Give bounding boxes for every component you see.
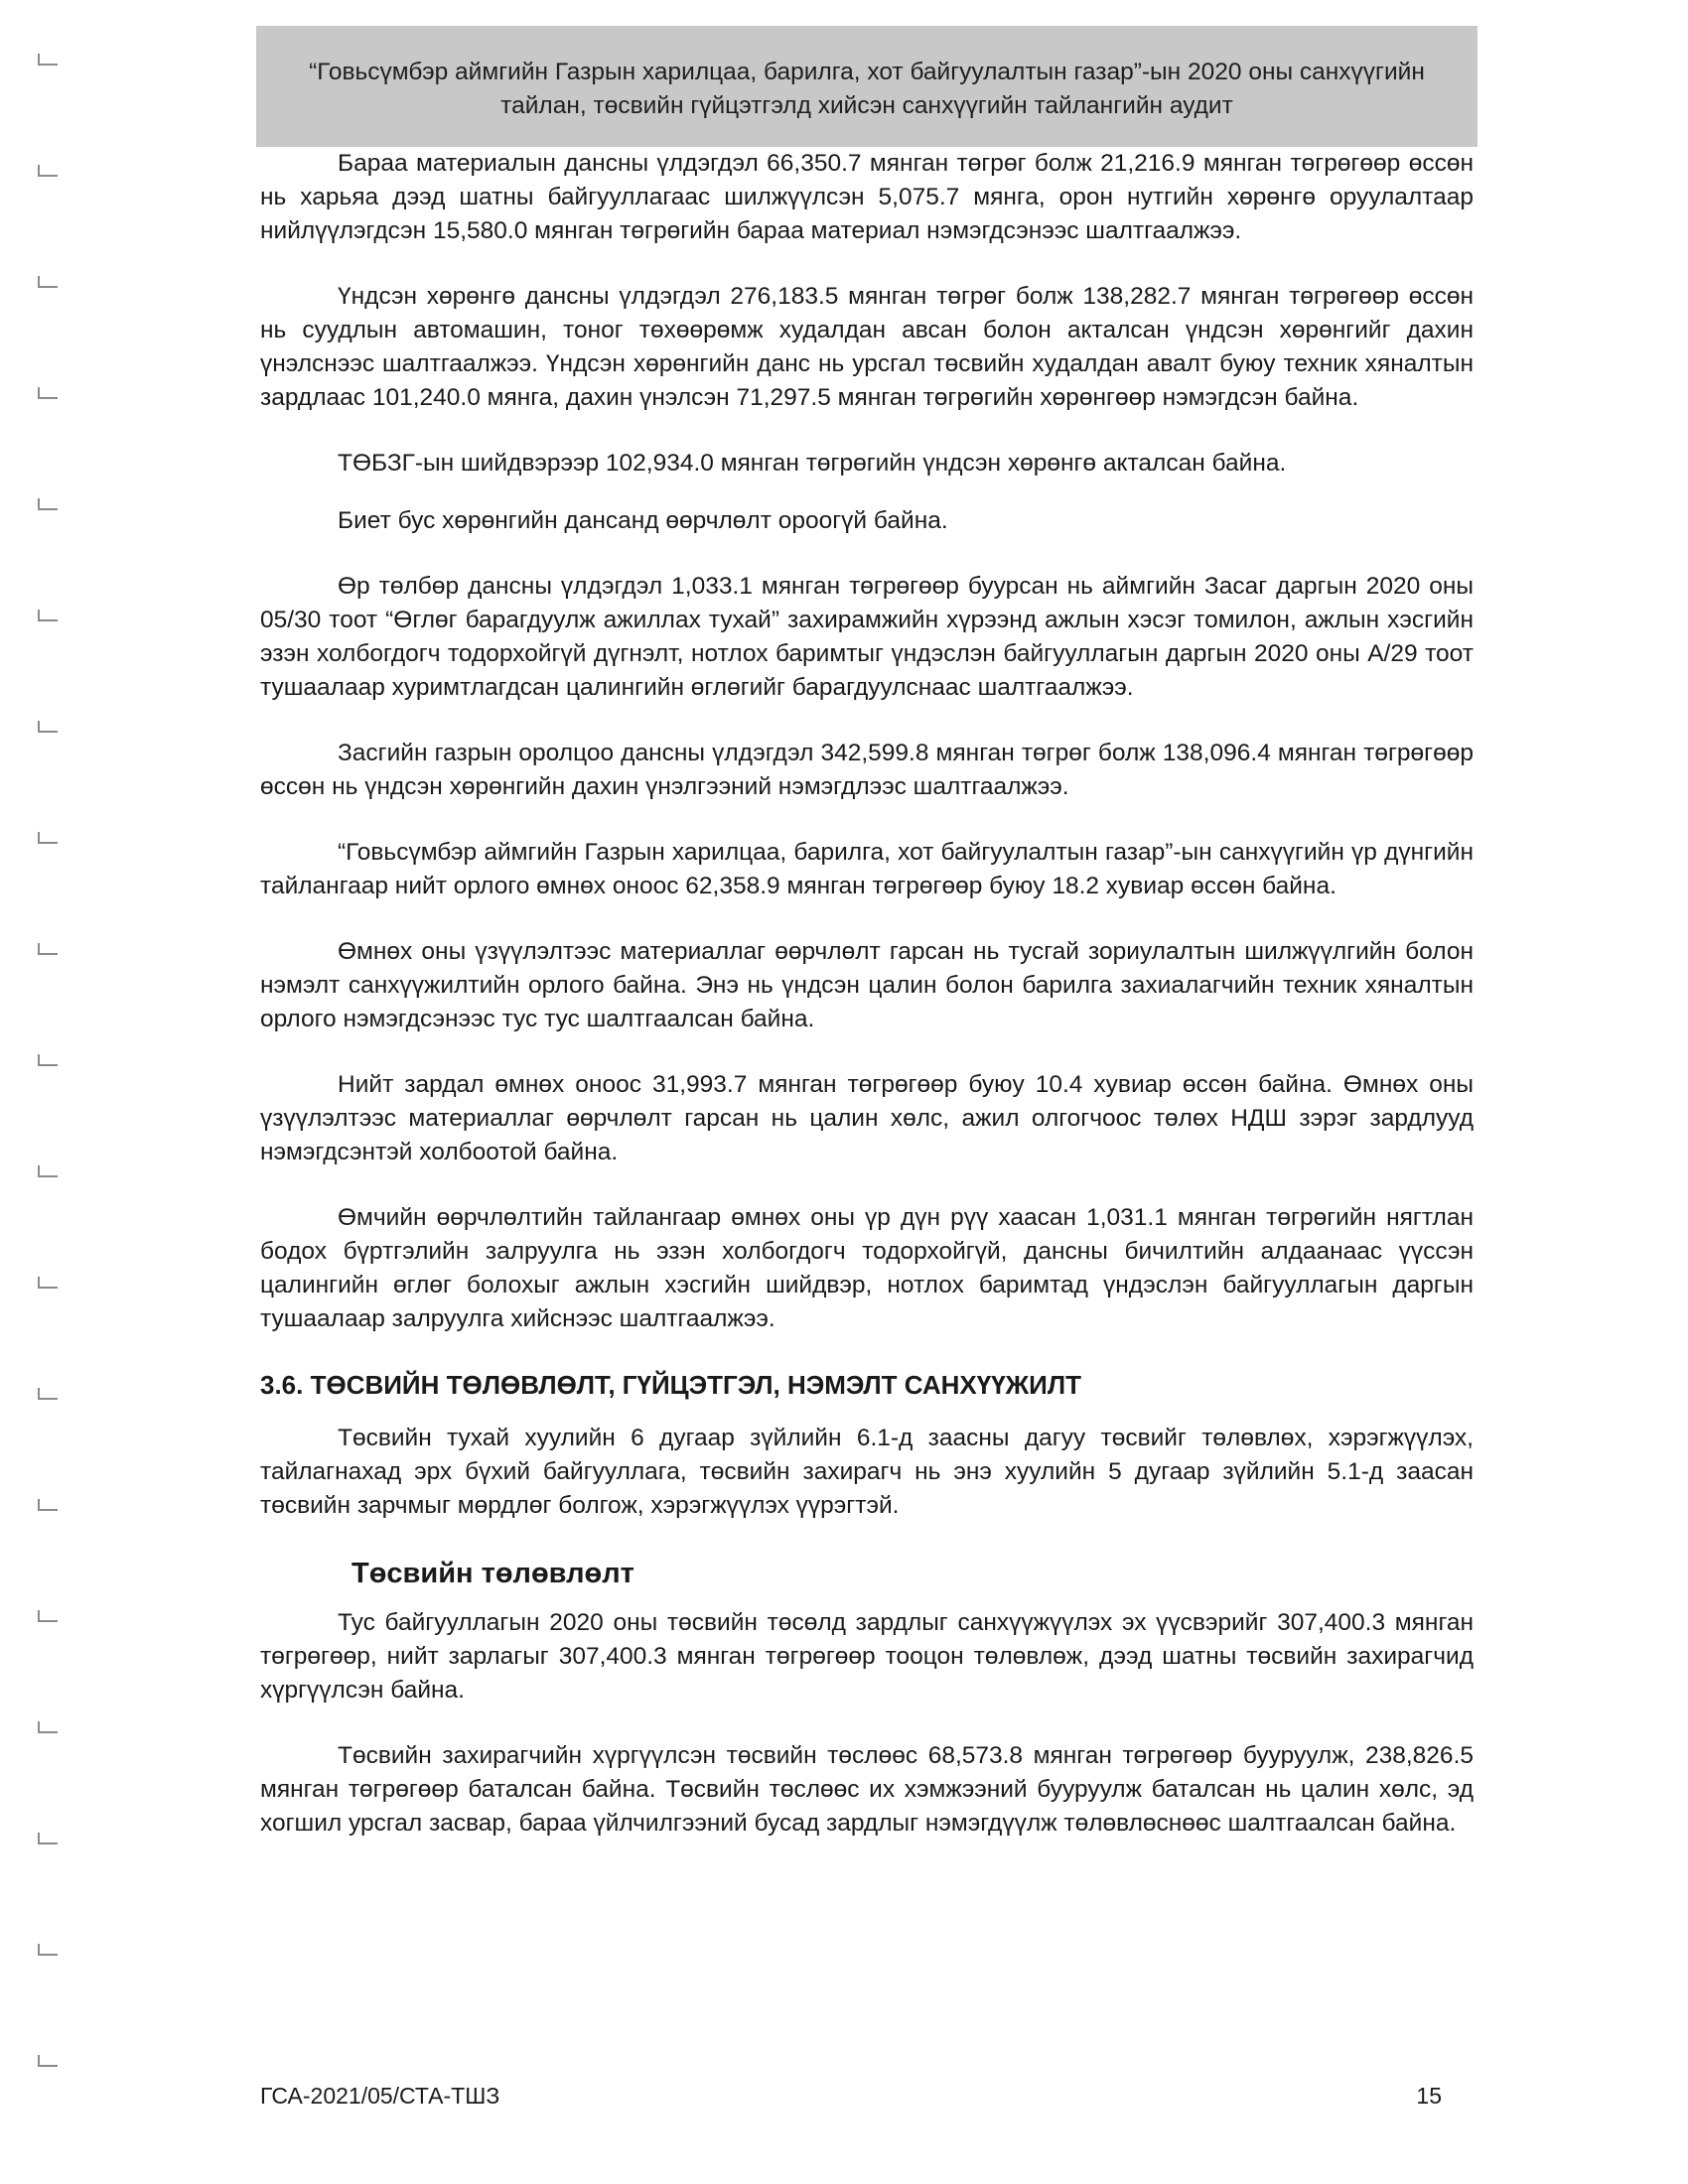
binding-mark xyxy=(38,1388,58,1400)
binding-mark xyxy=(38,1610,58,1622)
binding-mark xyxy=(38,1833,58,1844)
binding-mark xyxy=(38,1721,58,1733)
paragraph-revenue-change: Өмнөх оны үзүүлэлтээс материаллаг өөрчлөлт гарсан нь тусгай зориулалтын шилжүүлгийн болон нэмэлт санхүүжилтийн орлого байна. Энэ нь үндсэн цалин болон барилга захиалагчийн техник хяналтын орлого нэмэгдсэнээс тус тус шалтгаалсан байна. xyxy=(260,938,1474,1032)
header-line-1: “Говьсүмбэр аймгийн Газрын харилцаа, барилга, хот байгуулалтын газар”-ын 2020 оны санхүүгийн xyxy=(309,59,1425,85)
binding-mark xyxy=(38,943,58,955)
paragraph-intangible-assets: Биет бус хөрөнгийн дансанд өөрчлөлт ороогүй байна. xyxy=(338,507,948,534)
page-number: 15 xyxy=(1416,2083,1442,2109)
paragraph-budget-approval: Төсвийн захирагчийн хүргүүлсэн төсвийн төслөөс 68,573.8 мянган төгрөгөөр бууруулж, 238,826.5 мянган төгрөгөөр баталсан байна. Төсвийн төслөөс их хэмжээний бууруулж баталсан нь цалин хөлс, эд хогшил урсгал засвар, бараа үйлчилгээний бусад зардлыг нэмэгдүүлж төлөвлөснөөс шалтгаалсан байна. xyxy=(260,1742,1474,1837)
binding-mark xyxy=(38,165,58,177)
paragraph-fixed-assets: Үндсэн хөрөнгө дансны үлдэгдэл 276,183.5 мянган төгрөг болж 138,282.7 мянган төгрөгөөр өссөн нь суудлын автомашин, тоног төхөөрөмж худалдан авсан болон акталсан үндсэн хөрөнгийг дахин үнэлснээс шалтгаалжээ. Үндсэн хөрөнгийн данс нь урсгал төсвийн худалдан авалт буюу техник хяналтын зардлаас 101,240.0 мянга, дахин үнэлсэн 71,297.5 мянган төгрөгийн хөрөнгөөр нэмэгдсэн байна. xyxy=(260,283,1474,411)
binding-mark xyxy=(38,1499,58,1511)
binding-mark xyxy=(38,721,58,733)
section-heading: 3.6. ТӨСВИЙН ТӨЛӨВЛӨЛТ, ГҮЙЦЭТГЭЛ, НЭМЭЛТ САНХҮҮЖИЛТ xyxy=(260,1370,1081,1400)
binding-mark xyxy=(38,1165,58,1177)
paragraph-total-expense: Нийт зардал өмнөх оноос 31,993.7 мянган төгрөгөөр буюу 10.4 хувиар өссөн байна. Өмнөх оны үзүүлэлтээс материаллаг өөрчлөлт гарсан нь цалин хөлс, ажил олгогчоос төлөх НДШ зэрэг зардлууд нэмэгдсэнтэй холбоотой байна. xyxy=(260,1071,1474,1165)
binding-mark xyxy=(38,387,58,399)
paragraph-liabilities: Өр төлбөр дансны үлдэгдэл 1,033.1 мянган төгрөгөөр буурсан нь аймгийн Засаг даргын 2020 оны 05/30 тоот “Өглөг барагдуулж ажиллах тухай” захирамжийн хүрээнд ажлын хэсэг томилон, ажлын хэсгийн эзэн холбогдогч тодорхойгүй дүгнэлт, нотлох баримтыг үндэслэн байгууллагын даргын 2020 оны А/29 тоот тушаалаар хуримтлагдсан цалингийн өглөгийг барагдуулснаас шалтгаалжээ. xyxy=(260,573,1474,701)
document-code: ГСА-2021/05/СТА-ТШЗ xyxy=(260,2083,500,2109)
paragraph-inventory: Бараа материалын дансны үлдэгдэл 66,350.7 мянган төгрөг болж 21,216.9 мянган төгрөгөөр өссөн нь харьяа дээд шатны байгууллагаас шилжүүлсэн 5,075.7 мянга, орон нутгийн хөрөнгө оруулалтаар нийлүүлэгдсэн 15,580.0 мянган төгрөгийн бараа материал нэмэгдсэнээс шалтгаалжээ. xyxy=(260,150,1474,244)
running-header xyxy=(256,26,1477,147)
binding-hole-marks xyxy=(38,40,58,2124)
binding-mark xyxy=(38,54,58,66)
paragraph-total-revenue: “Говьсүмбэр аймгийн Газрын харилцаа, барилга, хот байгуулалтын газар”-ын санхүүгийн үр дүнгийн тайлангаар нийт орлого өмнөх оноос 62,358.9 мянган төгрөгөөр буюу 18.2 хувиар өссөн байна. xyxy=(260,839,1474,899)
binding-mark xyxy=(38,1944,58,1956)
binding-mark xyxy=(38,498,58,510)
binding-mark xyxy=(38,1054,58,1066)
paragraph-equity-change: Өмчийн өөрчлөлтийн тайлангаар өмнөх оны үр дүн рүү хаасан 1,031.1 мянган төгрөгийн нягтлан бодох бүртгэлийн залруулга нь эзэн холбогдогч тодорхойгүй, дансны бичилтийн алдаанаас үүссэн цалингийн өглөг болохыг ажлын хэсгийн шийдвэр, нотлох баримтад үндэслэн байгууллагын даргын тушаалаар залруулга хийснээс шалтгаалжээ. xyxy=(260,1204,1474,1332)
binding-mark xyxy=(38,610,58,621)
section-intro-paragraph: Төсвийн тухай хуулийн 6 дугаар зүйлийн 6.1-д заасны дагуу төсвийг төлөвлөх, хэрэгжүүлэх, тайлагнахад эрх бүхий байгууллага, төсвийн захирагч нь энэ хуулийн 5 дугаар зүйлийн 5.1-д заасан төсвийн зарчмыг мөрдлөг болгож, хэрэгжүүлэх үүрэгтэй. xyxy=(260,1425,1474,1519)
paragraph-budget-draft: Тус байгууллагын 2020 оны төсвийн төсөлд зардлыг санхүүжүүлэх эх үүсвэрийг 307,400.3 мянган төгрөгөөр, нийт зарлагыг 307,400.3 мянган төгрөгөөр тооцон төлөвлөж, дээд шатны төсвийн захирагчид хүргүүлсэн байна. xyxy=(260,1609,1474,1704)
binding-mark xyxy=(38,832,58,844)
paragraph-asset-writeoff: ТӨБЗГ-ын шийдвэрээр 102,934.0 мянган төгрөгийн үндсэн хөрөнгө акталсан байна. xyxy=(338,450,1287,477)
paragraph-government-equity: Засгийн газрын оролцоо дансны үлдэгдэл 342,599.8 мянган төгрөг болж 138,096.4 мянган төгрөгөөр өссөн нь үндсэн хөрөнгийн дахин үнэлгээний нэмэгдлээс шалтгаалжээ. xyxy=(260,740,1474,800)
binding-mark xyxy=(38,276,58,288)
binding-mark xyxy=(38,2055,58,2067)
header-line-2: тайлан, төсвийн гүйцэтгэлд хийсэн санхүүгийн тайлангийн аудит xyxy=(500,92,1233,119)
subsection-heading: Төсвийн төлөвлөлт xyxy=(352,1558,634,1589)
document-body xyxy=(260,147,1474,1872)
binding-mark xyxy=(38,1277,58,1289)
